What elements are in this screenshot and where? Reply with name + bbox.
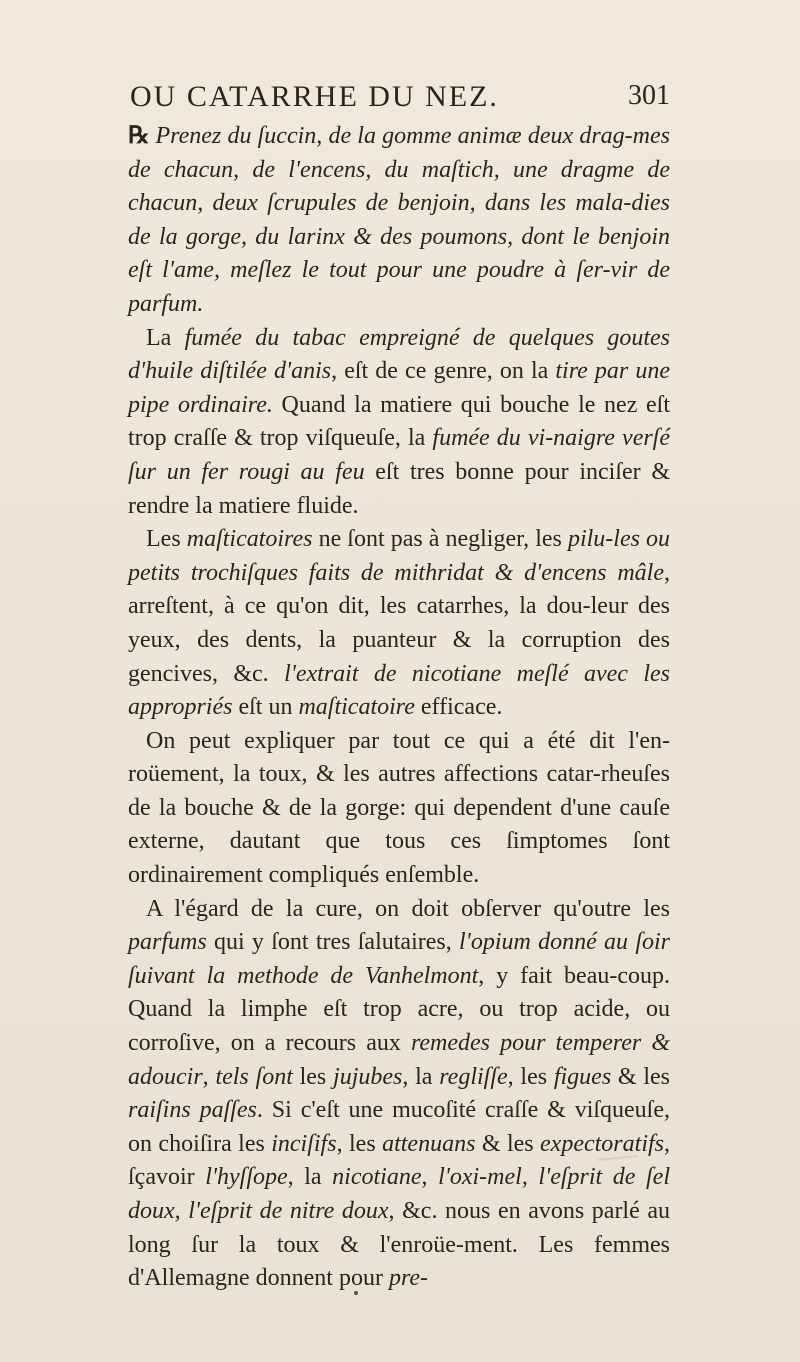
text-run: , &c. nous en avons parlé au long ſur la toux & l'enroüe-ment. Les femmes d'Allemagne donnent pour xyxy=(128,1198,670,1292)
italic-text: attenuans xyxy=(382,1130,476,1157)
italic-text: fumée du tabac empreigné de quelques goutes d'huile diſtilée d'anis xyxy=(128,324,671,385)
italic-text: fumée du vi-naigre verſé ſur un fer rougi au feu xyxy=(128,425,671,485)
text-run: eſt tres bonne pour inciſer & rendre la matiere fluide. xyxy=(128,458,670,519)
paragraph xyxy=(128,893,670,1296)
italic-text: l'extrait de nicotiane meſlé avec les appropriés xyxy=(128,660,670,721)
italic-text: maſticatoire xyxy=(298,694,415,721)
text-run: , eſt de ce genre, on la xyxy=(331,358,556,385)
paragraph xyxy=(128,322,670,524)
text-run: efficace. xyxy=(414,694,503,721)
page-body xyxy=(128,120,670,1296)
paragraph xyxy=(128,725,670,893)
italic-text: tire par une pipe ordinaire. xyxy=(128,358,671,418)
text-run: La xyxy=(146,324,185,351)
paragraph xyxy=(128,120,670,322)
text-run: , les xyxy=(336,1130,383,1157)
italic-text: jujubes xyxy=(333,1063,403,1090)
text-run: les xyxy=(292,1063,334,1090)
italic-text: maſticatoires xyxy=(186,526,313,553)
italic-text: parfums xyxy=(128,929,207,956)
italic-text: l'hyſſope xyxy=(205,1164,288,1191)
italic-text: pre- xyxy=(388,1265,429,1292)
text-run: & les xyxy=(475,1130,541,1157)
text-run: , xyxy=(421,1164,439,1191)
text-run: , la xyxy=(287,1164,333,1191)
italic-text: l'opium donné au ſoir ſuivant la methode de Vanhelmont xyxy=(128,929,670,989)
italic-text: tels ſont xyxy=(215,1063,293,1090)
italic-text: regliſſe xyxy=(439,1063,508,1090)
text-run: A l'égard de la cure, on doit obſerver qu'outre les xyxy=(146,895,670,922)
italic-text: l'oxi-mel, l'eſprit de ſel doux, l'eſprit de nitre doux xyxy=(128,1164,671,1224)
recipe-symbol: ℞ xyxy=(128,123,150,149)
text-run: qui y ſont tres ſalutaires, xyxy=(206,929,460,956)
text-run: , arreſtent, à ce qu'on dit, les catarrhes, la dou-leur des yeux, des dents, la puanteur & la corruption des gencives, &c. xyxy=(128,559,670,687)
italic-text: inciſifs xyxy=(271,1130,337,1157)
text-run: On peut expliquer par tout ce qui a été dit l'en-roüement, la toux, & les autres affections catar-rheuſes de la bouche & de la gorge: qui dependent d'une cauſe externe, dautant que tous ces ſimptomes ſont ordinairement compliqués enſemble. xyxy=(128,727,670,889)
text-run: , y fait beau-coup. Quand la limphe eſt trop acre, ou trop acide, ou corroſive, on a recours aux xyxy=(128,962,670,1057)
italic-text: expectoratifs xyxy=(540,1130,664,1157)
text-run: , xyxy=(202,1063,216,1090)
italic-text: remedes pour temperer & adoucir xyxy=(128,1030,670,1090)
running-header xyxy=(130,80,670,120)
page-number: 301 xyxy=(628,80,670,111)
text-run: . Si c'eſt une mucoſité craſſe & viſqueuſe, on choiſira les xyxy=(128,1097,670,1157)
text-run: , la xyxy=(402,1063,440,1090)
italic-text: Prenez du ſuccin, de la gomme animæ deux drag-mes de chacun, de l'encens, du maſtich, une dragme de chacun, deux ſcrupules de benjoin, dans les mala-dies de la gorge, du larinx & des poumons, dont le benjoin eſt l'ame, meſlez le tout pour une poudre à ſer-vir de parfum. xyxy=(128,123,670,317)
italic-text: pilu-les ou petits trochiſques faits de mithridat & d'encens mâle xyxy=(128,526,671,586)
text-run: , les xyxy=(507,1063,554,1090)
italic-text: figues xyxy=(553,1063,612,1090)
running-title: OU CATARRHE DU NEZ. xyxy=(130,80,499,113)
italic-text: nicotiane xyxy=(332,1164,422,1191)
text-run: Les xyxy=(146,526,187,553)
text-run: Quand la matiere qui bouche le nez eſt trop craſſe & trop viſqueuſe, la xyxy=(128,391,670,452)
text-run: eſt un xyxy=(232,694,299,721)
paragraph xyxy=(128,523,670,725)
text-run: & les xyxy=(611,1063,671,1090)
text-run: , ſçavoir xyxy=(128,1130,670,1191)
italic-text: raiſins paſſes xyxy=(128,1097,257,1124)
text-run: ne ſont pas à negliger, les xyxy=(312,526,568,553)
